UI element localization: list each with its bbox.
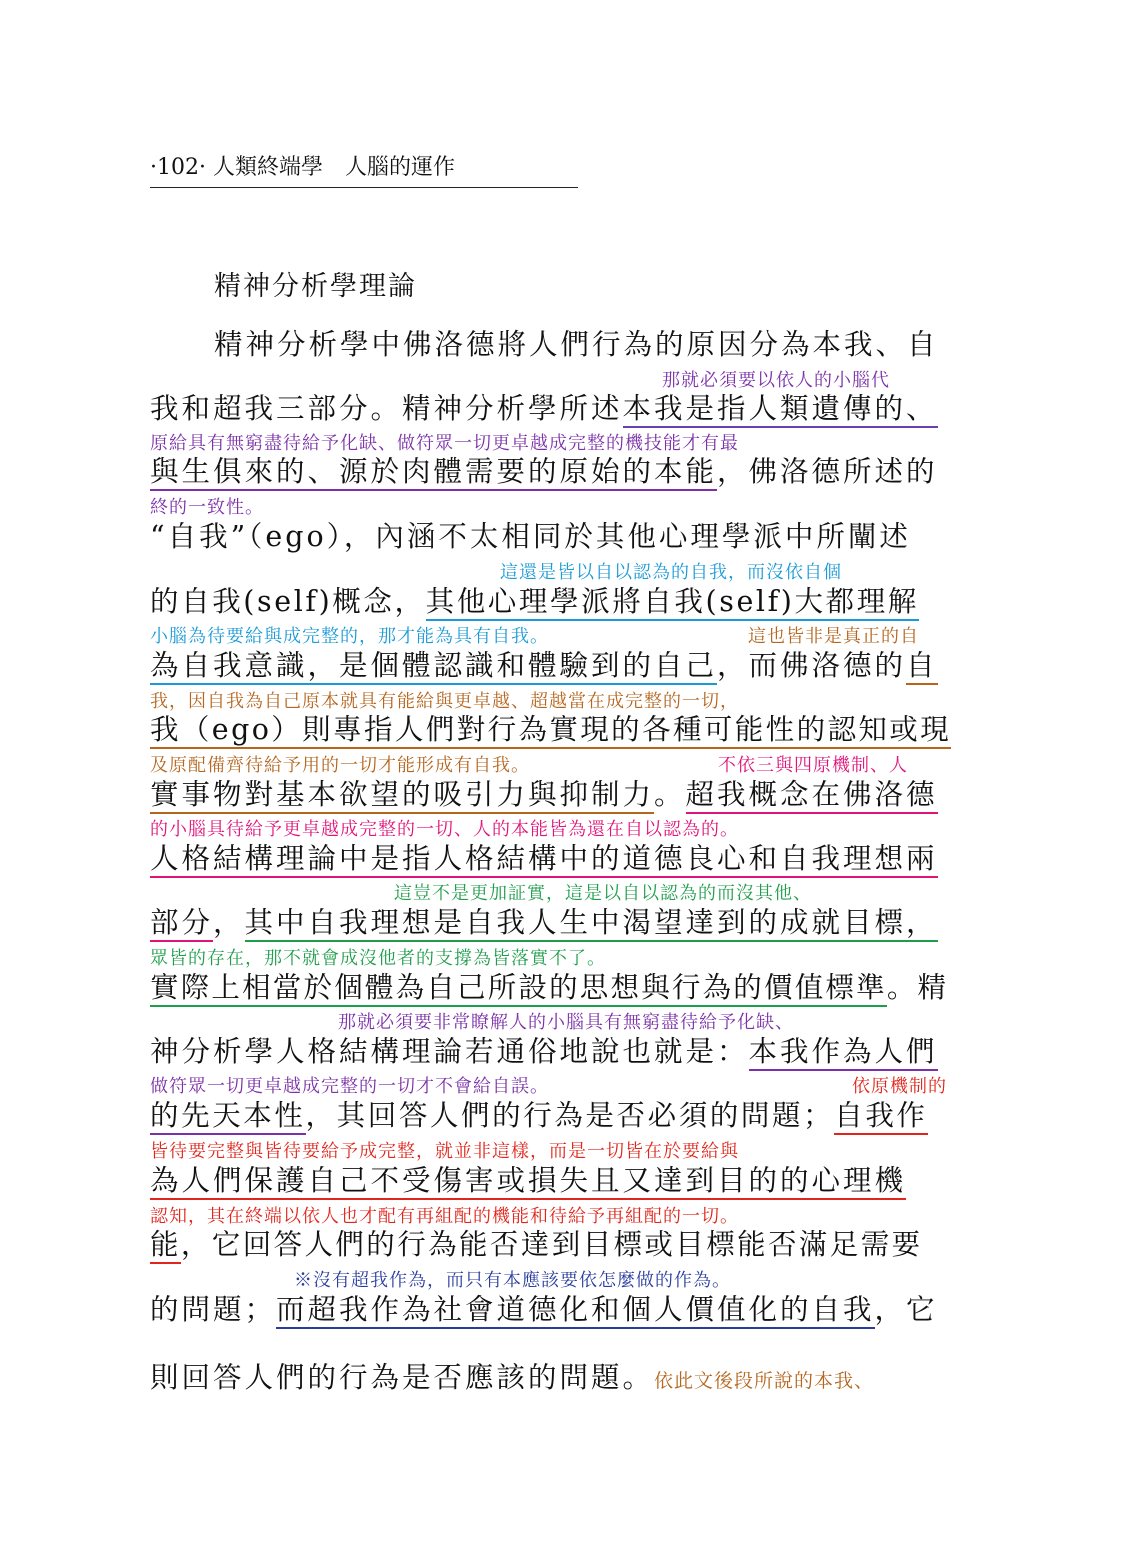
underlined-text: 我（ego）則專指人們對行為實現的各種可能性的認知或現 [150,713,951,749]
line-text: ，其回答人們的行為是否必須的問題； [305,1099,835,1132]
body-line-2 [150,392,990,426]
annotation-note: 皆待要完整與皆待要給予成完整，就並非這樣，而是一切皆在於要給與 [150,1141,739,1162]
line-text: 我和超我三部分。精神分析學所述 [150,392,623,425]
underlined-text: 而超我作為社會道德化和個人價值化的自我 [276,1293,875,1329]
line-text: 。 [654,778,686,811]
line-text: ，而佛洛德的 [717,649,907,682]
body-line-1 [214,328,990,362]
annotation-note: 的小腦具待給予更卓越成完整的一切、人的本能皆為還在自以認為的。 [150,819,739,840]
underlined-text: 能 [150,1228,181,1264]
line-text: ，佛洛德所述的 [717,455,938,488]
body-line-17 [150,1361,990,1398]
annotation-note: 那就必須要非常瞭解人的小腦具有無窮盡待給予化缺、 [338,1012,794,1033]
line-text: 的自我(self)概念， [150,585,426,618]
line-text: 精神分析學中佛洛德將人們行為的原因分為本我、自 [214,328,939,361]
annotation-note: 及原配備齊待給予用的一切才能形成有自我。 [150,755,530,776]
body-line-12 [150,1035,990,1069]
line-text: “自我”（ego），內涵不太相同於其他心理學派中所闡述 [150,520,911,553]
line-text: ，它回答人們的行為能否達到目標或目標能否滿足需要 [180,1228,923,1261]
annotation-note: 認知，其在終端以依人也才配有再組配的機能和待給予再組配的一切。 [150,1206,739,1227]
underlined-text: 超我概念在佛洛德 [686,778,938,814]
underlined-text: 為人們保護自己不受傷害或損失且又達到目的的心理機 [150,1164,906,1200]
annotation-note: 那就必須要以依人的小腦代 [662,370,890,391]
annotation-note: 這也皆非是真正的自 [748,626,919,647]
annotation-note: 這還是皆以自以認為的自我，而沒依自個 [500,562,842,583]
annotation-note: 原給具有無窮盡待給予化缺、做符眾一切更卓越成完整的機技能才有最 [150,433,739,454]
section-title: 精神分析學理論 [214,271,417,302]
underlined-text: 為自我意識，是個體認識和體驗到的自己 [150,649,717,685]
underlined-text: 實際上相當於個體為自己所設的思想與行為的價值標準 [150,971,887,1007]
body-line-5 [150,585,990,619]
annotation-note: 我，因自我為自己原本就具有能給與更卓越、超越當在成完整的一切， [150,691,739,712]
underlined-text: 自 [906,649,938,685]
annotation-note: 眾皆的存在，那不就會成沒他者的支撐為皆落實不了。 [150,948,606,969]
annotation-note: 這豈不是更加証實，這是以自以認為的而沒其他、 [394,883,812,904]
running-header: ·102· 人類終端學 人腦的運作 [150,150,578,188]
body-line-7 [150,713,990,747]
annotation-note: 終的一致性。 [150,497,264,518]
annotation-note: 依原機制的 [852,1076,947,1097]
body-line-9 [150,842,990,876]
line-text: 神分析學人格結構理論若通俗地說也就是： [150,1035,749,1068]
annotation-note: 小腦為待要給與成完整的，那才能為具有自我。 [150,626,549,647]
line-text: ， [213,906,245,939]
underlined-text: 部分 [150,906,213,942]
underlined-text: 本我是指人類遺傳的、 [623,392,938,428]
underlined-text: 本我作為人們 [749,1035,938,1071]
inline-annotation-note: 依此文後段所說的本我、 [654,1370,875,1392]
body-line-4 [150,520,990,554]
body-line-16 [150,1293,990,1327]
underlined-text: 實事物對基本欲望的吸引力與抑制力 [150,778,654,814]
underlined-text: 的先天本性 [150,1099,306,1135]
underlined-text: 其中自我理想是自我人生中渴望達到的成就目標， [245,906,938,942]
line-text: 則回答人們的行為是否應該的問題。 [150,1361,655,1394]
body-line-6 [150,649,990,683]
annotation-note: ※沒有超我作為，而只有本應該要依怎麼做的作為。 [294,1270,731,1291]
body-line-11 [150,971,990,1005]
line-text: 的問題； [150,1293,277,1326]
body-line-10 [150,906,990,940]
body-line-15 [150,1228,990,1262]
underlined-text: 自我作 [834,1099,927,1135]
body-line-14 [150,1164,990,1198]
underlined-text: 與生俱來的、源於肉體需要的原始的本能 [150,455,717,491]
line-text: ，它 [874,1293,938,1326]
body-line-13 [150,1099,990,1133]
underlined-text: 人格結構理論中是指人格結構中的道德良心和自我理想兩 [150,842,938,878]
annotation-note: 做符眾一切更卓越成完整的一切才不會給自誤。 [150,1076,549,1097]
line-text: 。精 [886,971,949,1004]
body-line-3 [150,455,990,489]
underlined-text: 其他心理學派將自我(self)大都理解 [426,585,919,621]
body-line-8 [150,778,990,812]
annotation-note: 不依三與四原機制、人 [718,755,908,776]
